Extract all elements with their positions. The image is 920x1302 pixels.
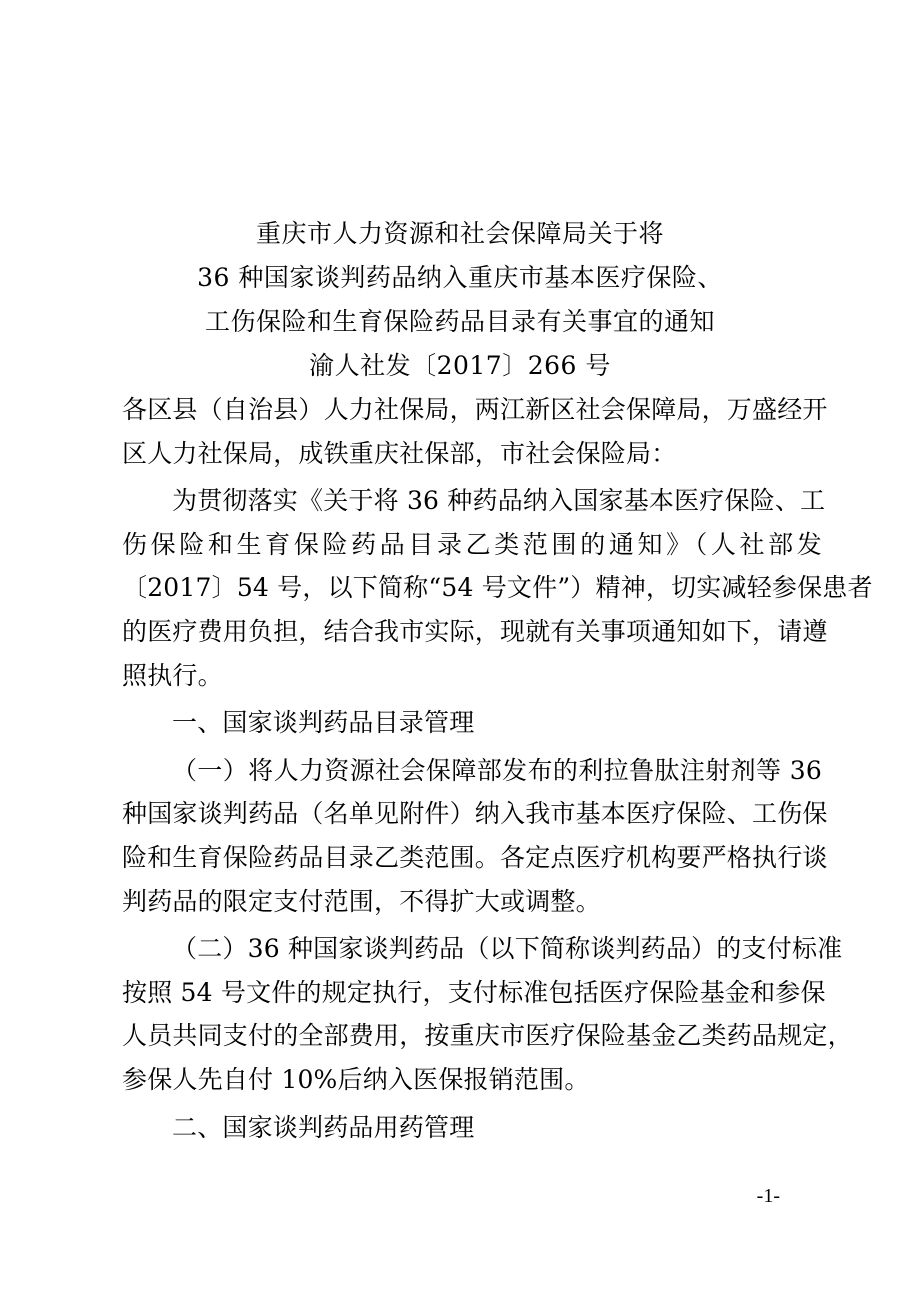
item-2-line-2: 按照 54 号文件的规定执行，支付标准包括医疗保险基金和参保: [122, 977, 826, 1007]
intro-line-4: 的医疗费用负担，结合我市实际，现就有关事项通知如下，请遵: [122, 616, 828, 646]
document-body: [122, 388, 873, 1149]
intro-line-2: 伤保险和生育保险药品目录乙类范围的通知》（人社部发: [122, 529, 822, 559]
page-number: -1-: [756, 1185, 780, 1207]
item-1-line-2: 种国家谈判药品（名单见附件）纳入我市基本医疗保险、工伤保: [122, 799, 828, 829]
recipients-line-1: 各区县（自治县）人力社保局，两江新区社会保障局，万盛经开: [122, 395, 828, 424]
section-heading-1: 一、国家谈判药品目录管理: [172, 708, 475, 738]
recipients-line-2: 区人力社保局，成铁重庆社保部，市社会保险局：: [122, 438, 677, 468]
item-2-line-4: 参保人先自付 10%后纳入医保报销范围。: [122, 1064, 590, 1094]
item-1-line-3: 险和生育保险药品目录乙类范围。各定点医疗机构要严格执行谈: [122, 842, 828, 872]
item-2-line-1: （二）36 种国家谈判药品（以下简称谈判药品）的支付标准: [172, 934, 843, 964]
item-2-line-3: 人员共同支付的全部费用，按重庆市医疗保险基金乙类药品规定，: [122, 1021, 853, 1051]
document-title: [120, 212, 800, 388]
title-line-1: 重庆市人力资源和社会保障局关于将: [255, 219, 664, 248]
section-heading-2: 二、国家谈判药品用药管理: [172, 1112, 475, 1142]
title-line-3: 工伤保险和生育保险药品目录有关事宜的通知: [204, 307, 715, 336]
item-1-line-1: （一）将人力资源社会保障部发布的利拉鲁肽注射剂等 36: [172, 755, 822, 785]
title-line-2: 36 种国家谈判药品纳入重庆市基本医疗保险、: [197, 263, 723, 292]
intro-line-5: 照执行。: [122, 660, 223, 690]
intro-line-1: 为贯彻落实《关于将 36 种药品纳入国家基本医疗保险、工: [172, 486, 826, 516]
intro-line-3: 〔2017〕54 号，以下简称“54 号文件”）精神，切实减轻参保患者: [122, 573, 873, 603]
item-1-line-4: 判药品的限定支付范围，不得扩大或调整。: [122, 886, 601, 916]
document-number: 渝人社发〔2017〕266 号: [309, 351, 611, 380]
